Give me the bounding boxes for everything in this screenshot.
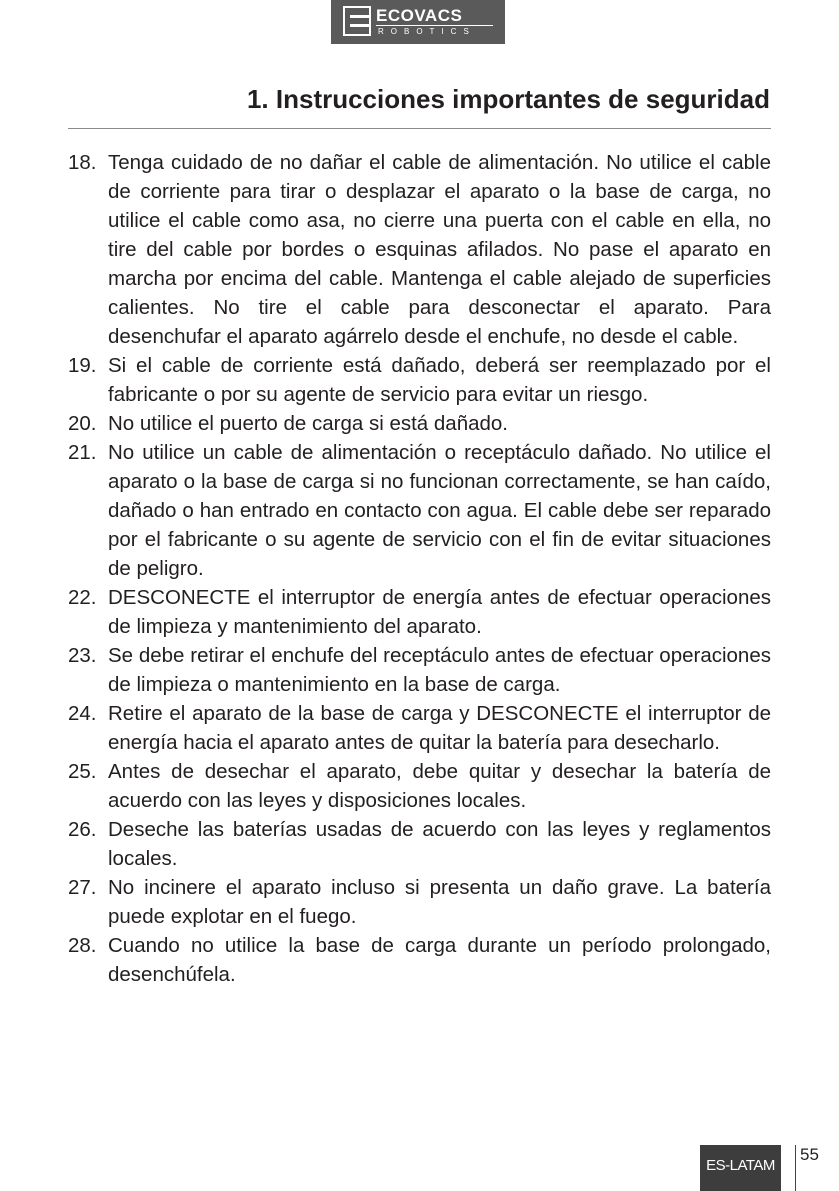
logo-brand-text: ECOVACS: [376, 6, 463, 25]
instruction-item: [68, 641, 771, 699]
item-text: DESCONECTE el interruptor de energía antes de efectuar operaciones de limpieza y mantenimiento del aparato.: [108, 586, 771, 638]
item-number: 25.: [68, 760, 97, 783]
instruction-item: [68, 438, 771, 583]
logo-underline: [376, 25, 493, 26]
instruction-item: [68, 148, 771, 351]
instruction-item: [68, 409, 771, 438]
item-number: 20.: [68, 412, 97, 435]
item-text: No utilice el puerto de carga si está dañado.: [108, 412, 509, 435]
item-text: Tenga cuidado de no dañar el cable de alimentación. No utilice el cable de corriente para tirar o desplazar el aparato o la base de carga, no utilice el cable como asa, no cierre una puerta con el cable en ella, no tire del cable por bordes o esquinas afilados. No pase el aparato en marcha por encima del cable. Mantenga el cable alejado de superficies calientes. No tire el cable para desconectar el aparato. Para desenchufar el aparato agárrelo desde el enchufe, no desde el cable.: [108, 151, 771, 348]
item-text: Retire el aparato de la base de carga y DESCONECTE el interruptor de energía hacia el aparato antes de quitar la batería para desecharlo.: [108, 702, 771, 754]
item-number: 27.: [68, 876, 97, 899]
item-number: 23.: [68, 644, 97, 667]
item-text: Antes de desechar el aparato, debe quitar y desechar la batería de acuerdo con las leyes y disposiciones locales.: [108, 760, 771, 812]
instruction-item: [68, 815, 771, 873]
item-number: 26.: [68, 818, 97, 841]
item-number: 18.: [68, 151, 97, 174]
instruction-item: [68, 931, 771, 989]
ecovacs-logo: [331, 0, 505, 44]
item-text: Deseche las baterías usadas de acuerdo con las leyes y reglamentos locales.: [108, 818, 771, 870]
instruction-item: [68, 699, 771, 757]
instruction-item: [68, 351, 771, 409]
item-text: Si el cable de corriente está dañado, deberá ser reemplazado por el fabricante o por su agente de servicio para evitar un riesgo.: [108, 354, 771, 406]
safety-instructions-list: [68, 148, 771, 989]
item-number: 22.: [68, 586, 97, 609]
item-text: Cuando no utilice la base de carga durante un período prolongado, desenchúfela.: [108, 934, 771, 986]
footer-divider: [795, 1145, 796, 1191]
item-number: 21.: [68, 441, 97, 464]
item-number: 28.: [68, 934, 97, 957]
ecovacs-logo-icon: [343, 6, 371, 36]
item-text: No incinere el aparato incluso si presenta un daño grave. La batería puede explotar en el fuego.: [108, 876, 771, 928]
instruction-item: [68, 873, 771, 931]
item-number: 19.: [68, 354, 97, 377]
instruction-item: [68, 757, 771, 815]
language-badge: [700, 1145, 781, 1191]
logo-sub-text: ROBOTICS: [378, 27, 476, 36]
page-number: 55: [800, 1145, 819, 1164]
section-title: 1. Instrucciones importantes de seguridad: [246, 84, 770, 114]
item-number: 24.: [68, 702, 97, 725]
title-divider: [68, 128, 771, 129]
language-label: ES-LATAM: [706, 1157, 775, 1174]
instruction-item: [68, 583, 771, 641]
item-text: No utilice un cable de alimentación o receptáculo dañado. No utilice el aparato o la base de carga si no funcionan correctamente, se han caído, dañado o han entrado en contacto con agua. El cable debe ser reparado por el fabricante o su agente de servicio con el fin de evitar situaciones de peligro.: [108, 441, 771, 580]
item-text: Se debe retirar el enchufe del receptáculo antes de efectuar operaciones de limpieza o mantenimiento en la base de carga.: [108, 644, 771, 696]
